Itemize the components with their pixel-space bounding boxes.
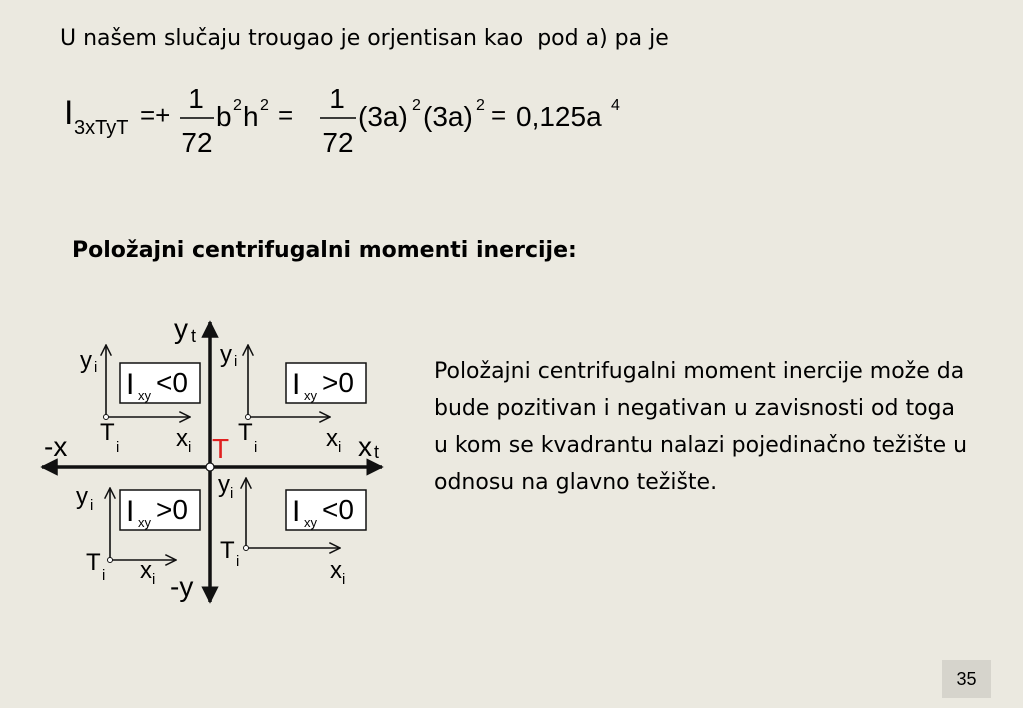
explanation-text: Položajni centrifugalni moment inercije može da bude pozitivan i negativan u zavisnosti od toga u kom se kvadrantu nalazi pojedinačno težište u odnosu na glavno težište. <box>434 359 968 495</box>
local-sub: i <box>236 553 240 570</box>
formula-h: h <box>243 101 259 132</box>
local-y-label: y <box>76 483 88 510</box>
main-x-sub: t <box>374 442 380 462</box>
main-centroid-point <box>206 463 214 471</box>
intro-text: U našem slučaju trougao je orjentisan kao pod a) pa je <box>60 26 669 51</box>
section-heading: Položajni centrifugalni momenti inercije: <box>72 238 577 263</box>
local-T-label: T <box>100 419 115 446</box>
box-sign: >0 <box>322 367 354 398</box>
local-centroid-point <box>108 558 113 563</box>
quadrant-diagram <box>0 0 400 620</box>
local-y-label: y <box>80 347 92 374</box>
neg-x-label: -x <box>44 431 68 462</box>
local-sub: i <box>102 567 106 584</box>
box-sign: >0 <box>156 494 188 525</box>
local-sub: i <box>152 571 156 588</box>
formula-h-exp: 2 <box>260 97 269 114</box>
formula-frac2-den: 72 <box>322 127 354 158</box>
main-y-sub: t <box>191 326 197 346</box>
formula-lhs-symbol: I <box>64 94 74 132</box>
formula-eq3: = <box>491 100 507 130</box>
centroid-label: T <box>212 433 230 464</box>
box-sign: <0 <box>156 367 188 398</box>
local-x-label: x <box>176 425 188 452</box>
local-y-label: y <box>220 341 232 368</box>
box-I: I <box>292 368 301 401</box>
local-x-label: x <box>326 425 338 452</box>
quadrant-top-right <box>220 341 366 456</box>
formula-factor2: (3a) <box>423 101 473 132</box>
local-sub: i <box>254 439 258 456</box>
box-I: I <box>126 368 135 401</box>
local-sub: i <box>234 353 238 370</box>
quadrant-bottom-right <box>218 471 366 588</box>
local-sub: i <box>90 497 94 514</box>
local-sub: i <box>94 359 98 376</box>
formula-frac1-den: 72 <box>181 127 213 158</box>
box-sign: <0 <box>322 494 354 525</box>
local-sub: i <box>230 485 234 502</box>
local-centroid-point <box>244 546 249 551</box>
local-sub: i <box>188 439 192 456</box>
slide-number: 35 <box>942 660 991 698</box>
local-y-label: y <box>218 471 230 498</box>
local-x-label: x <box>140 557 152 584</box>
formula-result-exp: 4 <box>611 97 620 114</box>
formula-b-exp: 2 <box>233 97 242 114</box>
box-I: I <box>292 495 301 528</box>
box-sub: xy <box>304 388 317 403</box>
formula-eq2: = <box>278 100 294 130</box>
box-sub: xy <box>138 515 151 530</box>
quadrant-top-left <box>80 345 200 456</box>
main-y-label: y <box>174 313 188 344</box>
formula-factor1: (3a) <box>358 101 408 132</box>
formula-result: 0,125a <box>516 101 602 132</box>
local-T-label: T <box>220 537 235 564</box>
local-sub: i <box>338 439 342 456</box>
local-sub: i <box>342 571 346 588</box>
formula-factor1-exp: 2 <box>412 97 421 114</box>
box-I: I <box>126 495 135 528</box>
formula-frac2-num: 1 <box>329 83 345 114</box>
formula-lhs-subscript: 3xTyT <box>74 117 129 139</box>
box-sub: xy <box>304 515 317 530</box>
local-sub: i <box>116 439 120 456</box>
local-T-label: T <box>238 419 253 446</box>
formula-b: b <box>216 101 232 132</box>
local-T-label: T <box>86 549 101 576</box>
formula-eq1: =+ <box>140 100 171 130</box>
neg-y-label: -y <box>170 571 194 602</box>
formula-frac1-num: 1 <box>188 83 204 114</box>
main-x-label: x <box>358 431 372 462</box>
box-sub: xy <box>138 388 151 403</box>
local-x-label: x <box>330 557 342 584</box>
formula-factor2-exp: 2 <box>476 97 485 114</box>
